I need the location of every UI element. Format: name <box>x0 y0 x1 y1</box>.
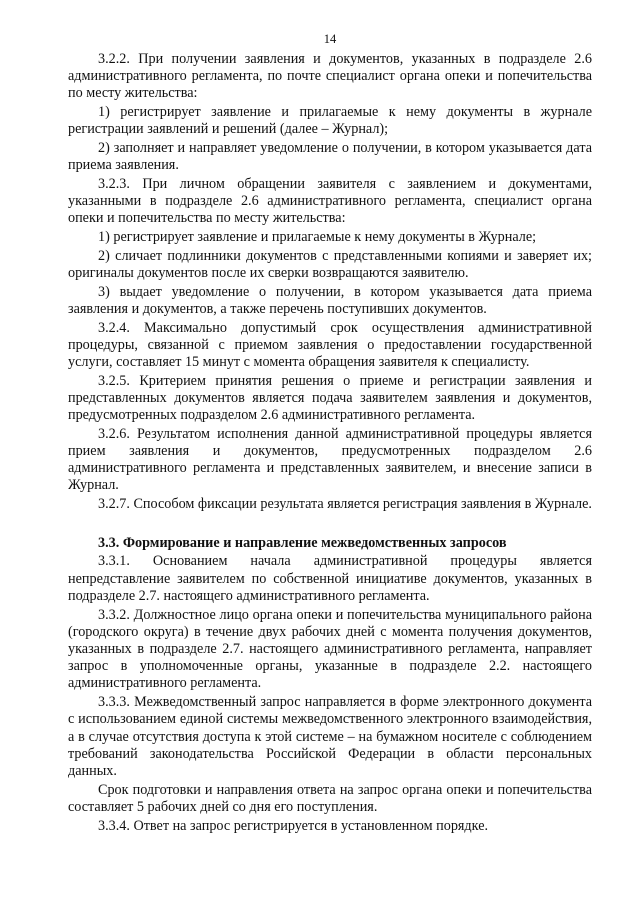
paragraph-3-3-2: 3.3.2. Должностное лицо органа опеки и попечительства муниципального района (городского округа) в течение двух рабочих дней с момента получения документов, указанных в подразделе 2.7. настоящего административного регламента, направляет запрос в уполномоченные органы, указанные в подразделе 2.2. настоящего административного регламента. <box>68 606 592 692</box>
paragraph-3-2-4: 3.2.4. Максимально допустимый срок осуществления административной процедуры, связанной с приемом заявления о предоставлении государственной услуги, составляет 15 минут с момента обращения заявителя к специалисту. <box>68 319 592 370</box>
paragraph-3-2-3-item-3: 3) выдает уведомление о получении, в котором указывается дата приема заявления и документов, а также перечень поступивших документов. <box>68 283 592 317</box>
section-heading-3-3: 3.3. Формирование и направление межведомственных запросов <box>98 534 507 551</box>
paragraph-3-2-2-item-1: 1) регистрирует заявление и прилагаемые к нему документы в журнале регистрации заявлений и решений (далее – Журнал); <box>68 104 592 138</box>
document-body <box>68 51 592 835</box>
paragraph-3-2-2: 3.2.2. При получении заявления и документов, указанных в подразделе 2.6 административного регламента, по почте специалист органа опеки и попечительства по месту жительства: <box>68 51 592 102</box>
paragraph-3-2-6: 3.2.6. Результатом исполнения данной административной процедуры является прием заявления и документов, предусмотренных подразделом 2.6 административного регламента и представленных заявителем, и внесение записи в Журнал. <box>68 425 592 494</box>
paragraph-3-2-3-item-2: 2) сличает подлинники документов с представленными копиями и заверяет их; оригиналы документов после их сверки возвращаются заявителю. <box>68 247 592 281</box>
section-spacer <box>68 515 592 535</box>
paragraph-3-2-3: 3.2.3. При личном обращении заявителя с заявлением и документами, указанными в подразделе 2.6 административного регламента, специалист органа опеки и попечительства по месту жительства: <box>68 175 592 227</box>
paragraph-3-3-1: 3.3.1. Основанием начала административной процедуры является непредставление заявителем по собственной инициативе документов, указанных в подразделе 2.7. настоящего административного регламента. <box>68 553 592 604</box>
paragraph-3-2-5: 3.2.5. Критерием принятия решения о приеме и регистрации заявления и представленных документов является подача заявителем заявления и документов, предусмотренных подразделом 2.6 административного регламента. <box>68 372 592 424</box>
paragraph-3-2-7: 3.2.7. Способом фиксации результата является регистрация заявления в Журнале. <box>98 496 592 513</box>
paragraph-3-3-4: 3.3.4. Ответ на запрос регистрируется в установленном порядке. <box>98 817 489 834</box>
paragraph-3-2-3-item-1: 1) регистрирует заявление и прилагаемые к нему документы в Журнале; <box>98 229 537 246</box>
page-number: 14 <box>323 32 337 46</box>
paragraph-3-2-2-item-2: 2) заполняет и направляет уведомление о получении, в котором указывается дата приема заявления. <box>68 140 592 174</box>
paragraph-3-3-3: 3.3.3. Межведомственный запрос направляется в форме электронного документа с использованием единой системы межведомственного электронного взаимодействия, а в случае отсутствия доступа к этой системе – на бумажном носителе с соблюдением требований законодательства Российской Федерации в области персональных данных. <box>68 694 592 779</box>
paragraph-response-term: Срок подготовки и направления ответа на запрос органа опеки и попечительства составляет 5 рабочих дней со дня его поступления. <box>68 781 592 815</box>
